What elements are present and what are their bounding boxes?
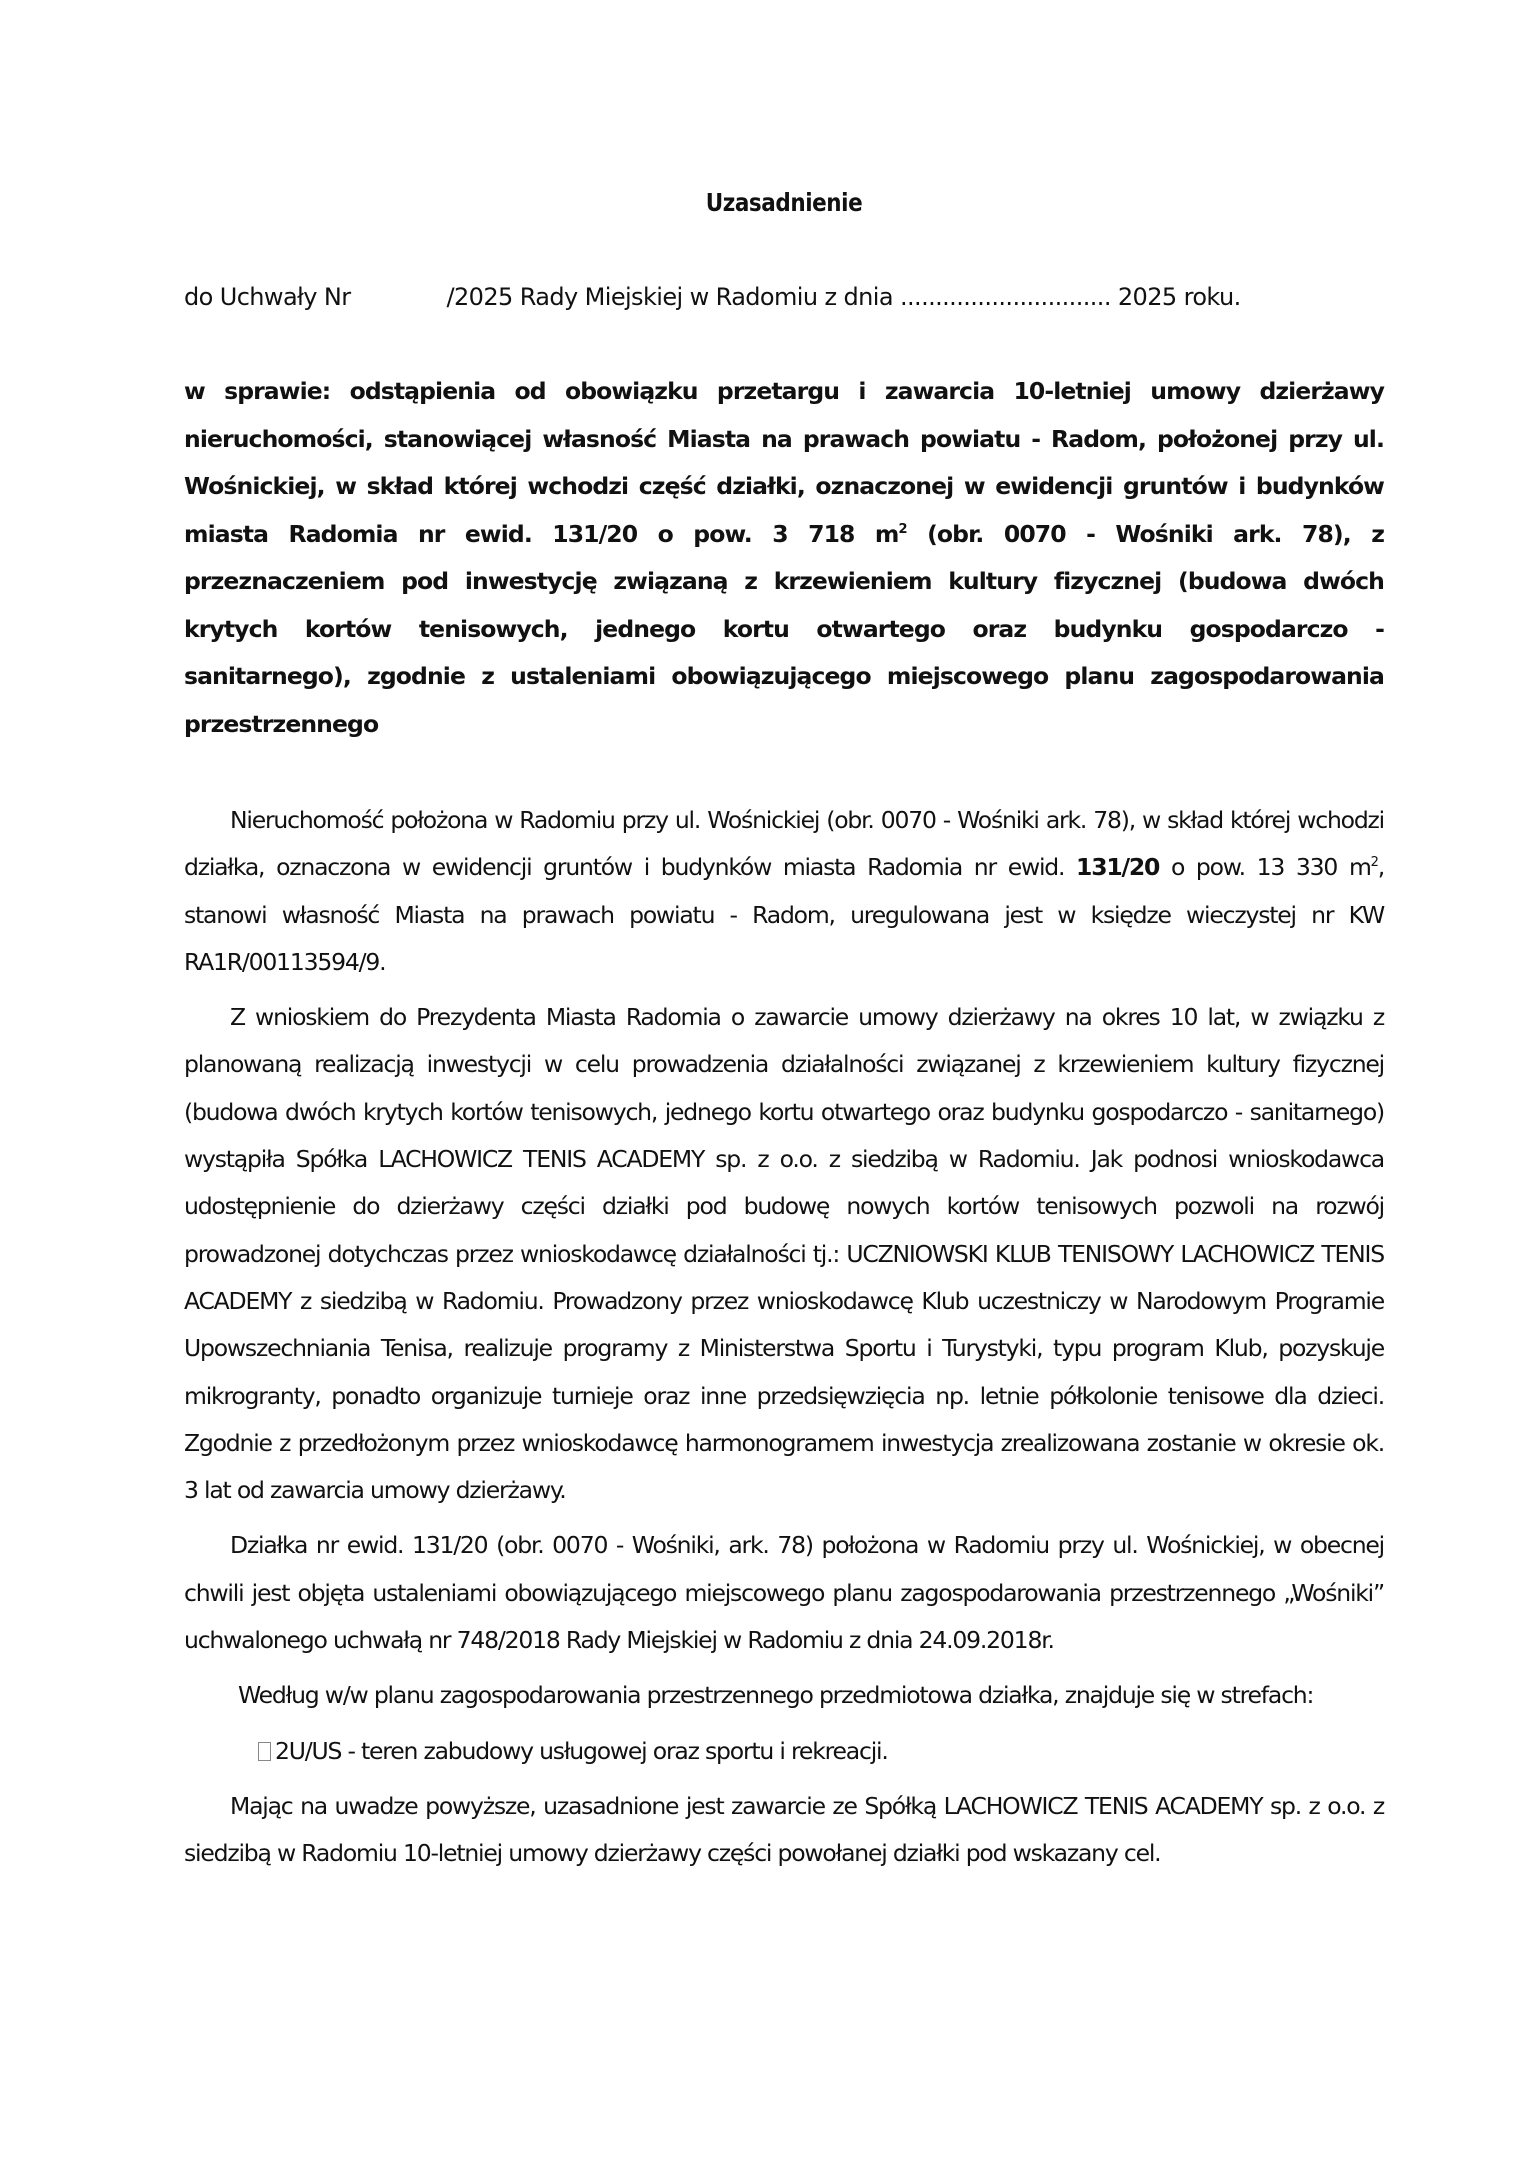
p1-text-2: o pow. 13 330 m <box>1159 853 1371 882</box>
paragraph-zoning-plan: Działka nr ewid. 131/20 (obr. 0070 - Wośniki, ark. 78) położona w Radomiu przy ul. Wośnickiej, w obecnej chwili jest objęta ustaleniami obowiązującego miejscowego planu zagospodarowania przestrzennego „Wośniki” uchwalonego uchwałą nr 748/2018 Rady Miejskiej w Radomiu z dnia 24.09.2018r. <box>184 1531 1384 1655</box>
subject-superscript: 2 <box>898 521 907 537</box>
zone-list-item <box>184 1728 1384 1775</box>
p1-parcel-number: 131/20 <box>1076 853 1160 882</box>
p1-text-3: , stanowi własność Miasta na prawach powiatu - Radom, uregulowana jest w księdze wieczystej nr KW RA1R/00113594/9. <box>184 853 1384 976</box>
subject-text-part1: w sprawie: odstąpienia od obowiązku przetargu i zawarcia 10-letniej umowy dzierżawy nieruchomości, stanowiącej własność Miasta na prawach powiatu - Radom, położonej przy ul. Wośnickiej, w skład której wchodzi część działki, oznaczonej w ewidencji gruntów i budynków miasta Radomia nr ewid. 131/20 o pow. 3 718 m <box>184 377 1384 548</box>
subject-text-part2: (obr. 0070 - Wośniki ark. 78), z przeznaczeniem pod inwestycję związaną z krzewieniem kultury fizycznej (budowa dwóch krytych kortów tenisowych, jednego kortu otwartego oraz budynku gospodarczo - sanitarnego), zgodnie z ustaleniami obowiązującego miejscowego planu zagospodarowania przestrzennego <box>184 519 1384 738</box>
resolution-reference <box>184 280 1384 314</box>
bullet-icon <box>258 1742 271 1761</box>
paragraph-property-description <box>184 797 1384 986</box>
paragraph-application: Z wnioskiem do Prezydenta Miasta Radomia o zawarcie umowy dzierżawy na okres 10 lat, w związku z planowaną realizacją inwestycji w celu prowadzenia działalności związanej z krzewieniem kultury fizycznej (budowa dwóch krytych kortów tenisowych, jednego kortu otwartego oraz budynku gospodarczo - sanitarnego) wystąpiła Spółka LACHOWICZ TENIS ACADEMY sp. z o.o. z siedzibą w Radomiu. Jak podnosi wnioskodawca udostępnienie do dzierżawy części działki pod budowę nowych kortów tenisowych pozwoli na rozwój prowadzonej dotychczas przez wnioskodawcę działalności tj.: UCZNIOWSKI KLUB TENISOWY LACHOWICZ TENIS ACADEMY z siedzibą w Radomiu. Prowadzony przez wnioskodawcę Klub uczestniczy w Narodowym Programie Upowszechniania Tenisa, realizuje programy z Ministerstwa Sportu i Turystyki, typu program Klub, pozyskuje mikrogranty, ponadto organizuje turnieje oraz inne przedsięwzięcia np. letnie półkolonie tenisowe dla dzieci. Zgodnie z przedłożonym przez wnioskodawcę harmonogramem inwestycja zrealizowana zostanie w okresie ok. 3 lat od zawarcia umowy dzierżawy. <box>184 1003 1384 1505</box>
subject-heading <box>184 368 1384 748</box>
resolution-prefix: do Uchwały Nr <box>184 283 351 311</box>
p1-text-1: Nieruchomość położona w Radomiu przy ul. Wośnickiej (obr. 0070 - Wośniki ark. 78), w skład której wchodzi działka, oznaczona w ewidencji gruntów i budynków miasta Radomia nr ewid. <box>184 806 1384 882</box>
document-body <box>184 797 1384 1886</box>
zone-list-item-text: 2U/US - teren zabudowy usługowej oraz sportu i rekreacji. <box>275 1736 888 1765</box>
paragraph-conclusion: Mając na uwadze powyższe, uzasadnione jest zawarcie ze Spółką LACHOWICZ TENIS ACADEMY sp. z o.o. z siedzibą w Radomiu 10-letniej umowy dzierżawy części powołanej działki pod wskazany cel. <box>184 1791 1384 1868</box>
p1-superscript: 2 <box>1370 855 1378 871</box>
document-title: Uzasadnienie <box>705 188 863 217</box>
paragraph-zones: Według w/w planu zagospodarowania przestrzennego przedmiotowa działka, znajduje się w strefach: <box>238 1681 1314 1710</box>
resolution-suffix: /2025 Rady Miejskiej w Radomiu z dnia .............................. 2025 roku. <box>446 283 1241 311</box>
